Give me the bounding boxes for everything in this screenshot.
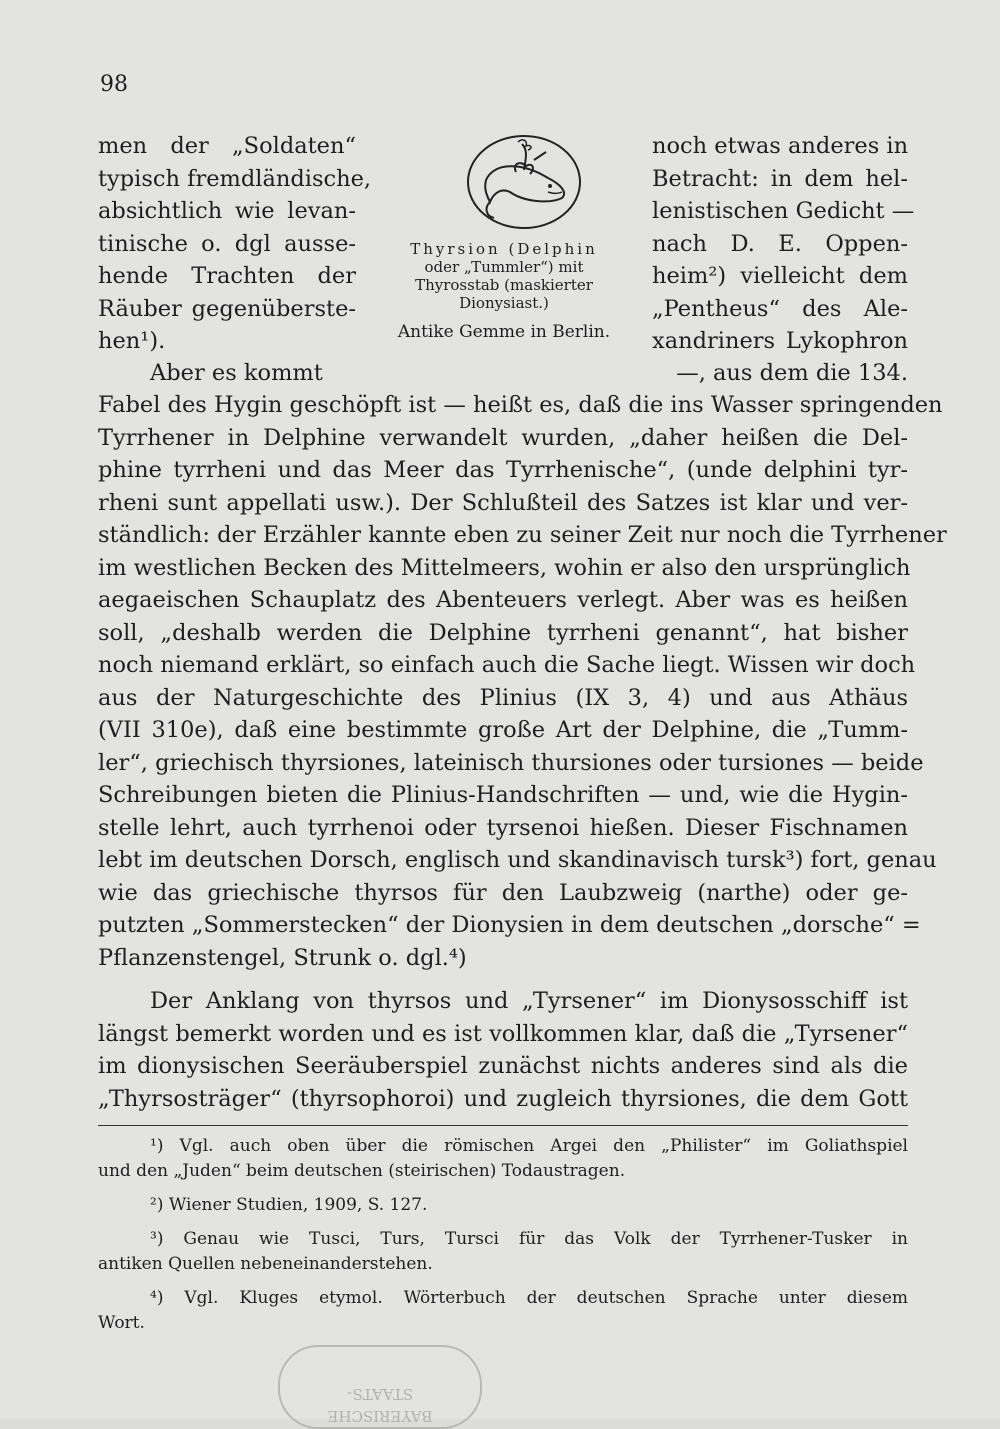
footnote [98,1227,908,1277]
paragraph-second [98,985,908,1115]
footnote-line: ³) Genau wie Tusci, Turs, Tursci für das Volk der Tyrrhener-Tusker in [150,1229,908,1249]
text-line: Aber es kommt [150,360,323,386]
figure-caption [376,240,632,312]
text-line: soll, „deshalb werden die Delphine tyrrheni genannt“, hat bisher [98,619,908,646]
text-line: hen¹). [98,328,166,354]
text-line: tinische o. dgl ausse- [98,230,356,257]
footnote-line: und den „Juden“ beim deutschen (steirischen) Todaustragen. [98,1161,626,1181]
footnote-divider [98,1125,908,1126]
text-line: hende Trachten der [98,263,356,289]
text-line: Fabel des Hygin geschöpft ist — heißt es, daß die ins Wasser springenden [98,392,943,418]
footnote [98,1286,908,1336]
text-line: heim²) vielleicht dem [652,263,908,289]
footnote-line: ²) Wiener Studien, 1909, S. 127. [150,1195,428,1215]
footnote-line: ¹) Vgl. auch oben über die römischen Argei den „Philister“ im Goliathspiel [150,1136,908,1156]
text-line: rheni sunt appellati usw.). Der Schlußteil des Satzes ist klar und ver- [98,489,908,516]
left-column [98,130,372,358]
text-line: phine tyrrheni und das Meer das Tyrrhenische“, (unde delphini tyr- [98,457,908,483]
text-line: Betracht: in dem hel- [652,165,908,192]
text-line: aegaeischen Schauplatz des Abenteuers verlegt. Aber was es heißen [98,587,908,613]
text-line: (VII 310e), daß eine bestimmte große Art der Delphine, die „Tumm- [98,717,908,743]
paragraph-main [98,389,947,974]
text-line: ler“, griechisch thyrsiones, lateinisch thursiones oder tursiones — beide [98,749,924,776]
footnote-line: antiken Quellen nebeneinanderstehen. [98,1254,433,1274]
text-line: putzten „Sommerstecken“ der Dionysien in dem deutschen „dorsche“ = [98,912,921,938]
text-line: ständlich: der Erzähler kannte eben zu seiner Zeit nur noch die Tyrrhener [98,522,947,548]
gem-figure [376,132,632,347]
text-line: Schreibungen bieten die Plinius-Handschriften — und, wie die Hygin- [98,782,908,808]
footnotes [98,1134,908,1345]
caption-line: Thyrsion (Delphin [410,240,598,258]
footnote-line: ⁴) Vgl. Kluges etymol. Wörterbuch der deutschen Sprache unter diesem [150,1288,908,1308]
caption-line: Thyrosstab (maskierter [415,276,593,294]
text-line: Tyrrhener in Delphine verwandelt wurden, „daher heißen die Del- [98,424,908,451]
stamp-line: STAATS- [346,1385,414,1403]
text-line: nach D. E. Oppen- [652,230,908,257]
dolphin-gem-icon [464,132,584,232]
figure-source: Antike Gemme in Berlin. [397,322,611,342]
text-line: lenistischen Gedicht — [652,198,915,224]
text-line: men der „Soldaten“ [98,133,356,159]
caption-line: oder „Tummler“) mit [424,258,584,276]
text-line: —, aus dem die 134. [676,360,908,386]
text-line: „Thyrsosträger“ (thyrsophoroi) und zugleich thyrsiones, die dem Gott [98,1085,908,1112]
text-line: noch etwas anderes in [652,133,909,159]
text-line: xandriners Lykophron [652,328,908,354]
stamp-line: BAYERISCHE [327,1407,433,1425]
text-line: aus der Naturgeschichte des Plinius (IX 3, 4) und aus Athäus [98,684,908,711]
text-line: typisch fremdländische, [98,165,372,192]
text-line: lebt im deutschen Dorsch, englisch und skandinavisch tursk³) fort, genau [98,847,937,873]
text-line: wie das griechische thyrsos für den Laubzweig (narthe) oder ge- [98,879,908,906]
text-line: im westlichen Becken des Mittelmeers, wohin er also den ursprünglich [98,554,911,581]
text-line: noch niemand erklärt, so einfach auch die Sache liegt. Wissen wir doch [98,652,916,678]
text-line: absichtlich wie levan- [98,198,356,224]
caption-line: Dionysiast.) [459,294,549,312]
page-number: 98 [100,72,128,97]
right-column [652,130,915,358]
text-line: längst bemerkt worden und es ist vollkommen klar, daß die „Tyrsener“ [98,1020,908,1047]
library-stamp [278,1345,482,1429]
text-line: „Pentheus“ des Ale- [652,295,908,322]
text-line: stelle lehrt, auch tyrrhenoi oder tyrsenoi hießen. Dieser Fischnamen [98,814,908,841]
footnote [98,1134,908,1184]
footnote-line: Wort. [98,1313,145,1333]
text-line: Der Anklang von thyrsos und „Tyrsener“ im Dionysosschiff ist [150,988,908,1014]
text-line: Räuber gegenüberste- [98,295,356,322]
text-line: Pflanzenstengel, Strunk o. dgl.⁴) [98,944,467,971]
text-line: im dionysischen Seeräuberspiel zunächst nichts anderes sind als die [98,1053,908,1079]
footnote [98,1193,908,1218]
